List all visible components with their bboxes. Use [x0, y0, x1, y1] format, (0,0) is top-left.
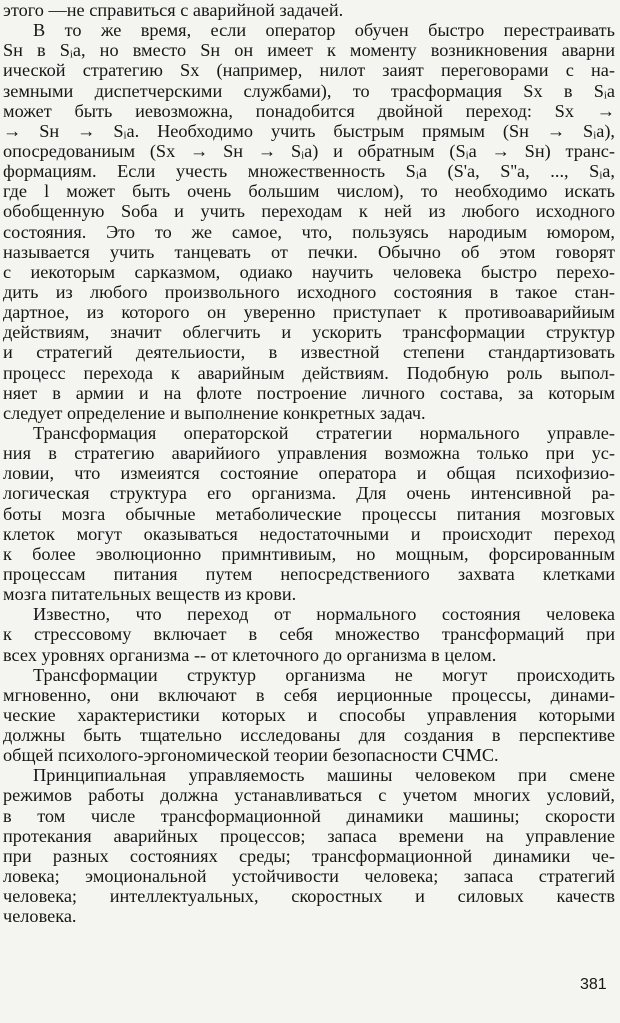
paragraph [3, 765, 615, 926]
text-line: дартное, из которого он уверенно приступает к противоаварийиым [3, 302, 615, 323]
paragraph [3, 20, 615, 423]
page-number: 381 [580, 976, 607, 993]
text-line: клеток могут оказываться недостаточными и происходит переход [3, 523, 615, 544]
text-line: к более эволюционно примнтивиым, но мощным, форсированным [3, 543, 615, 564]
text-line: протекания аварийных процессов; запаса времени на управление [3, 825, 615, 846]
paragraph [3, 604, 615, 664]
paragraph [3, 423, 615, 604]
text-line: процесс перехода к аварийным действиям. Подобную роль выпол- [3, 362, 615, 383]
text-line: Трансформации структур организма не могут происходить [33, 664, 615, 685]
text-line: всех уровнях организма -- от клеточного до организма в целом. [3, 644, 497, 665]
text-line: в том числе трансформационной динамики машины; скорости [3, 805, 615, 826]
text-line: человека. [3, 906, 77, 927]
text-line: с иекоторым сарказмом, одиако научить человека быстро перехо- [3, 261, 615, 282]
text-line: няет в армии и на флоте построение личного состава, за которым [3, 382, 615, 403]
text-line: ловека; эмоциональной устойчивости человека; запаса стратегий [3, 866, 615, 887]
text-line: при разных состояниях среды; трансформационной динамики че- [3, 845, 615, 866]
text-line: состояния. Это то же самое, что, пользуясь народиым юмором, [3, 221, 615, 242]
text-line: дить из любого произвольного исходного состояния в такое стан- [3, 281, 615, 302]
text-line: мгновенно, они включают в себя иерционные процессы, динами- [3, 684, 615, 705]
text-line: земными диспетчерскими службами), то трасформация Sх в Sᵢа [3, 80, 615, 101]
text-line: этого —не справиться с аварийной задачей. [3, 0, 344, 20]
text-line: логическая структура его организма. Для очень интенсивной ра- [3, 483, 615, 504]
text-line: к стрессовому включает в себя множество трансформаций при [3, 624, 615, 645]
text-line: ической стратегию Sх (например, нилот заият переговорами с на- [3, 60, 615, 81]
text-line: ловии, что измеиятся состояние оператора и общая психофизио- [3, 463, 615, 484]
text-line: Принципиальная управляемость машины человеком при смене [33, 765, 615, 786]
text-line: формациям. Если учесть множественность Sᵢа (S'а, S''а, ..., Sᵢа, [3, 161, 615, 182]
text-line: где l может быть очень большим числом), то необходимо искать [3, 181, 615, 202]
text-line: процессам питания путем непосредствениого захвата клетками [3, 563, 615, 584]
text-line: действиям, значит облегчить и ускорить трансформации структур [3, 322, 615, 343]
text-line: боты мозга обычные метаболические процессы питания мозговых [3, 503, 615, 524]
text-line: человека; интеллектуальных, скоростных и силовых качеств [3, 886, 615, 907]
text-line: следует определение и выполнение конкретных задач. [3, 402, 426, 423]
text-line: В то же время, если оператор обучен быстро перестраивать [33, 20, 615, 41]
text-line: ческие характеристики которых и способы управления которыми [3, 704, 615, 725]
text-line: опосредованиым (Sх → Sн → Sᵢа) и обратным (Sᵢа → Sн) транс- [3, 140, 615, 161]
paragraph [3, 0, 615, 20]
text-line: может быть иевозможна, понадобится двойной переход: Sх → [3, 100, 615, 121]
text-line: Sн в Sᵢа, но вместо Sн он имеет к моменту возникновения аварни [3, 40, 615, 61]
text-line: и стратегий деятельиости, в известной степени стандартизовать [3, 342, 615, 363]
page-body-text [3, 0, 615, 926]
text-line: общей психолого-эргономической теории безопасности СЧМС. [3, 745, 499, 766]
text-line: мозга питательных веществ из крови. [3, 584, 297, 605]
text-line: → Sн → Sᵢа. Необходимо учить быстрым прямым (Sн → Sᵢа), [3, 120, 615, 141]
text-line: называется учить танцевать от печки. Обычно об этом говорят [3, 241, 615, 262]
text-line: должны быть тщательно исследованы для создания в перспективе [3, 725, 615, 746]
paragraph [3, 665, 615, 766]
text-line: режимов работы должна устанавливаться с учетом многих условий, [3, 785, 615, 806]
text-line: Известно, что переход от нормального состояния человека [33, 604, 615, 625]
text-line: Трансформация операторской стратегии нормального управле- [33, 422, 615, 443]
text-line: обобщенную Sоба и учить переходам к ней из любого исходного [3, 201, 615, 222]
text-line: ния в стратегию аварийиого управления возможна только при ус- [3, 443, 615, 464]
